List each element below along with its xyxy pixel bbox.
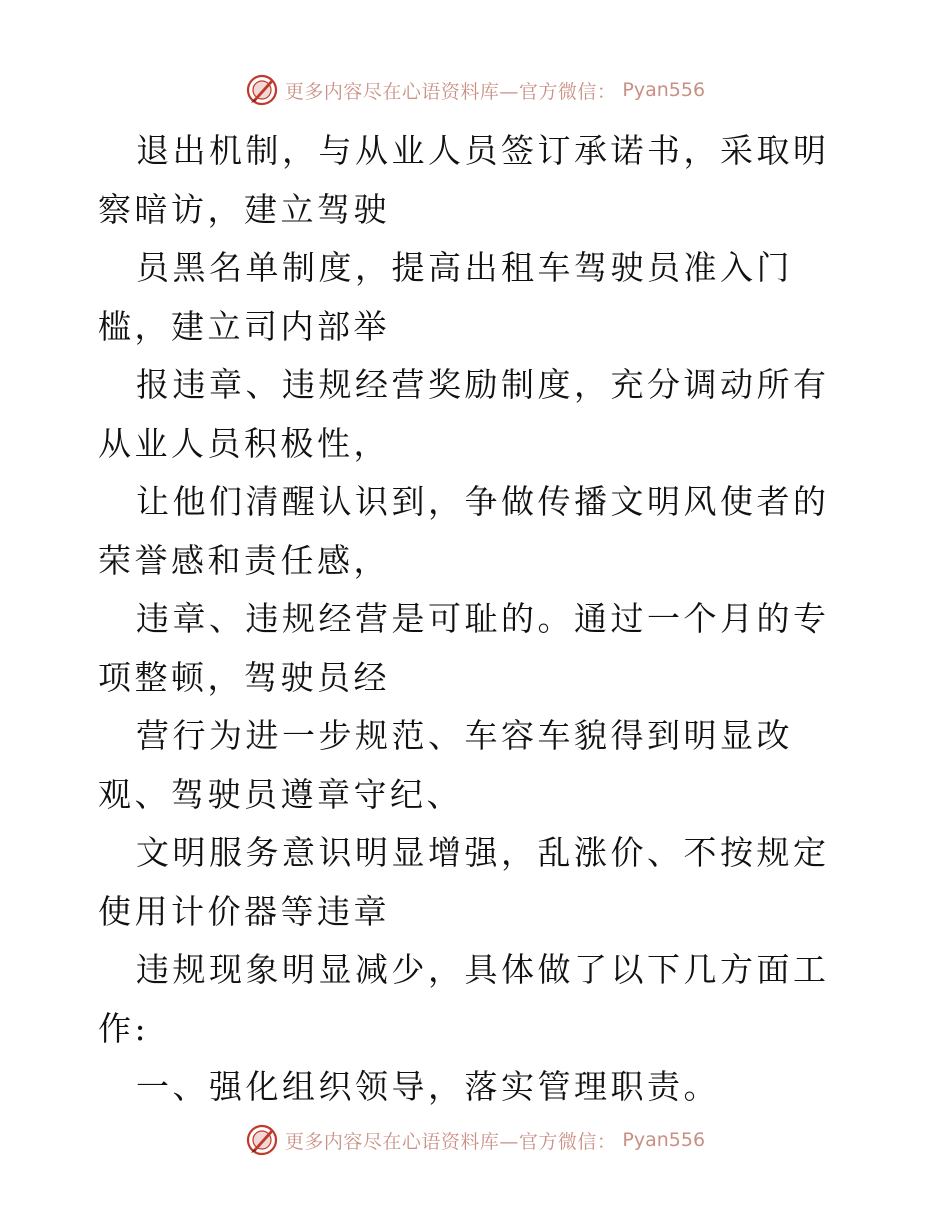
paragraph-9: 一、强化组织领导，落实管理职责。	[136, 1067, 720, 1106]
footer-banner-wechat-id: Pyan556	[622, 1129, 706, 1151]
paragraph-6: 营行为进一步规范、车容车貌得到明显改观、驾驶员遵章守纪、	[98, 716, 793, 814]
header-banner-wechat-id: Pyan556	[622, 79, 706, 101]
paragraph-2: 员黑名单制度，提高出租车驾驶员准入门槛，建立司内部举	[98, 248, 793, 346]
paragraph-3: 报违章、违规经营奖励制度，充分调动所有从业人员积极性，	[98, 365, 830, 463]
footer-banner-text: 更多内容尽在心语资料库—官方微信：	[284, 1130, 617, 1153]
footer-banner[interactable]	[0, 1120, 950, 1160]
document-body	[98, 122, 858, 1117]
paragraph-1: 退出机制，与从业人员签订承诺书，采取明察暗访，建立驾驶	[98, 131, 830, 229]
paragraph-7: 文明服务意识明显增强，乱涨价、不按规定使用计价器等违章	[98, 833, 830, 931]
header-banner[interactable]	[0, 70, 950, 110]
red-quill-logo-icon	[245, 1123, 279, 1157]
paragraph-8: 违规现象明显减少，具体做了以下几方面工作:	[98, 950, 830, 1048]
paragraph-4: 让他们清醒认识到，争做传播文明风使者的荣誉感和责任感，	[98, 482, 830, 580]
paragraph-5: 违章、违规经营是可耻的。通过一个月的专项整顿，驾驶员经	[98, 599, 830, 697]
red-quill-logo-icon	[245, 73, 279, 107]
header-banner-text: 更多内容尽在心语资料库—官方微信：	[284, 80, 617, 103]
